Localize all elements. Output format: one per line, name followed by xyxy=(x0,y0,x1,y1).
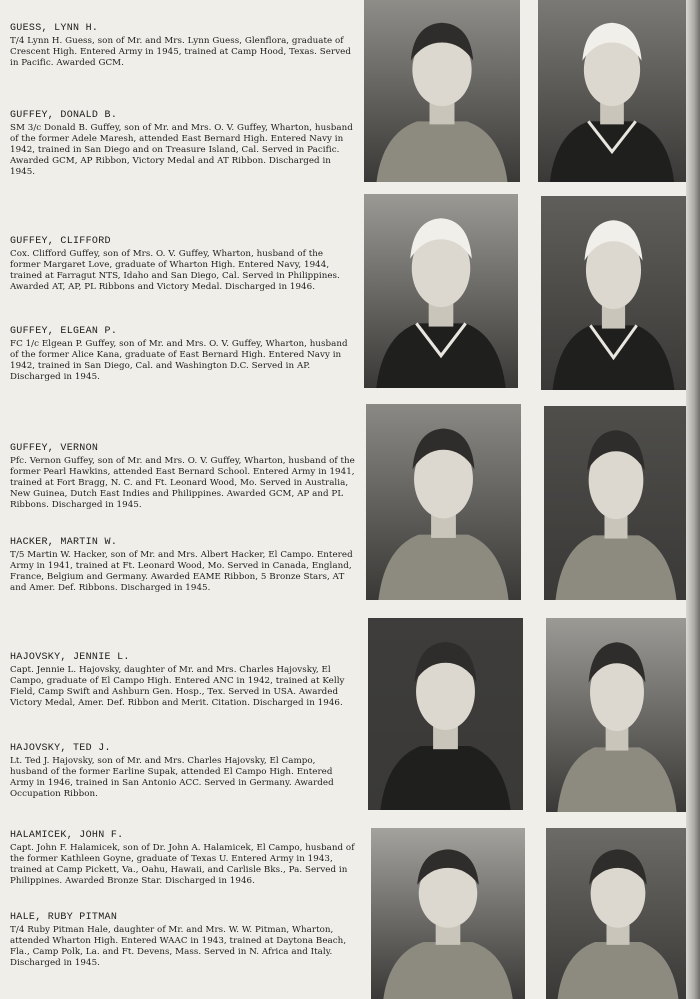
entry-hacker-martin xyxy=(10,537,356,594)
entry-bio: T/4 Lynn H. Guess, son of Mr. and Mrs. Lynn Guess, Glenflora, graduate of Crescent High. Entered Army in 1945, trained at Camp Hood, Texas. Served in Pacific. Awarded GCM. xyxy=(10,36,351,68)
entry-bio: T/5 Martin W. Hacker, son of Mr. and Mrs. Albert Hacker, El Campo. Entered Army in 1941, trained at Ft. Leonard Wood, Mo. Served in Canada, England, France, Belgium and Germany. Awarded EAME Ribbon, 5 Bronze Stars, AT and Amer. Def. Ribbons. Discharged in 1945. xyxy=(10,550,353,593)
entry-bio: Pfc. Vernon Guffey, son of Mr. and Mrs. O. V. Guffey, Wharton, husband of the former Pearl Hawkins, attended East Bernard School. Entered Army in 1941, trained at Fort Bragg, N. C. and Ft. Leonard Wood, Mo. Served in Australia, New Guinea, Dutch East Indies and Philippines. Awarded GCM, AP and PL Ribbons. Discharged in 1945. xyxy=(10,456,355,510)
entry-guffey-clifford xyxy=(10,236,356,293)
entry-hajovsky-jennie xyxy=(10,652,356,709)
entry-name: HAJOVSKY, TED J. xyxy=(10,743,111,754)
portrait-photo-guess-lynn xyxy=(364,0,520,182)
entry-name: GUFFEY, ELGEAN P. xyxy=(10,326,118,337)
entry-bio: FC 1/c Elgean P. Guffey, son of Mr. and Mrs. O. V. Guffey, Wharton, husband of the former Alice Kana, graduate of East Bernard High. Entered Navy in 1942, trained in San Diego, Cal. and Washington D.C. Served in AP. Discharged in 1945. xyxy=(10,339,348,382)
portrait-photo-guffey-elgean xyxy=(541,196,686,390)
portrait-photo-hale-ruby xyxy=(546,828,690,999)
portrait-photo-hacker-martin xyxy=(544,406,688,600)
entry-name: HALE, RUBY PITMAN xyxy=(10,912,118,923)
entry-bio: T/4 Ruby Pitman Hale, daughter of Mr. and Mrs. W. W. Pitman, Wharton, attended Wharton High. Entered WAAC in 1943, trained at Daytona Beach, Fla., Camp Polk, La. and Ft. Devens, Mass. Served in N. Africa and Italy. Discharged in 1945. xyxy=(10,925,347,968)
entry-bio: Cox. Clifford Guffey, son of Mrs. O. V. Guffey, Wharton, husband of the former Margaret Love, graduate of Wharton High. Entered Navy, 1944, trained at Farragut NTS, Idaho and San Diego, Cal. Served in Philippines. Awarded AT, AP, PL Ribbons and Victory Medal. Discharged in 1946. xyxy=(10,249,340,292)
entry-name: HALAMICEK, JOHN F. xyxy=(10,830,124,841)
entry-hale-ruby xyxy=(10,912,356,969)
entry-bio: Capt. John F. Halamicek, son of Dr. John A. Halamicek, El Campo, husband of the former Kathleen Goyne, graduate of Texas U. Entered Army in 1943, trained at Camp Pickett, Va., Oahu, Hawaii, and Carlisle Bks., Pa. Served in Philippines. Awarded Bronze Star. Discharged in 1946. xyxy=(10,843,355,886)
portrait-photo-guffey-vernon xyxy=(366,404,521,600)
entry-guffey-donald xyxy=(10,110,356,178)
entry-name: HAJOVSKY, JENNIE L. xyxy=(10,652,130,663)
entry-guffey-vernon xyxy=(10,443,356,511)
portrait-photo-hajovsky-ted xyxy=(546,618,688,812)
entry-name: GUFFEY, CLIFFORD xyxy=(10,236,111,247)
entry-guffey-elgean xyxy=(10,326,356,383)
entry-bio: Lt. Ted J. Hajovsky, son of Mr. and Mrs. Charles Hajovsky, El Campo, husband of the former Earline Supak, attended El Campo High. Entered Army in 1946, trained in San Antonio ACC. Served in Germany. Awarded Occupation Ribbon. xyxy=(10,756,334,799)
book-spine-edge xyxy=(686,0,700,999)
entry-name: HACKER, MARTIN W. xyxy=(10,537,118,548)
entry-halamicek-john xyxy=(10,830,356,887)
entry-bio: Capt. Jennie L. Hajovsky, daughter of Mr. and Mrs. Charles Hajovsky, El Campo, graduate of El Campo High. Entered ANC in 1942, trained at Kelly Field, Camp Swift and Ashburn Gen. Hosp., Tex. Served in USA. Awarded Victory Medal, Amer. Def. Ribbon and Merit. Citation. Discharged in 1946. xyxy=(10,665,345,708)
entry-hajovsky-ted xyxy=(10,743,356,800)
portrait-photo-guffey-clifford xyxy=(364,194,518,388)
entry-name: GUESS, LYNN H. xyxy=(10,23,99,34)
portrait-photo-hajovsky-jennie xyxy=(368,618,523,810)
entry-guess-lynn xyxy=(10,23,356,69)
portrait-photo-halamicek-john xyxy=(371,828,525,999)
portrait-photo-guffey-donald xyxy=(538,0,686,182)
entry-name: GUFFEY, DONALD B. xyxy=(10,110,118,121)
entry-bio: SM 3/c Donald B. Guffey, son of Mr. and Mrs. O. V. Guffey, Wharton, husband of the former Adele Maresh, attended East Bernard High. Entered Navy in 1942, trained in San Diego and on Treasure Island, Cal. Served in Pacific. Awarded GCM, AP Ribbon, Victory Medal and AT Ribbon. Discharged in 1945. xyxy=(10,123,353,177)
entry-name: GUFFEY, VERNON xyxy=(10,443,99,454)
